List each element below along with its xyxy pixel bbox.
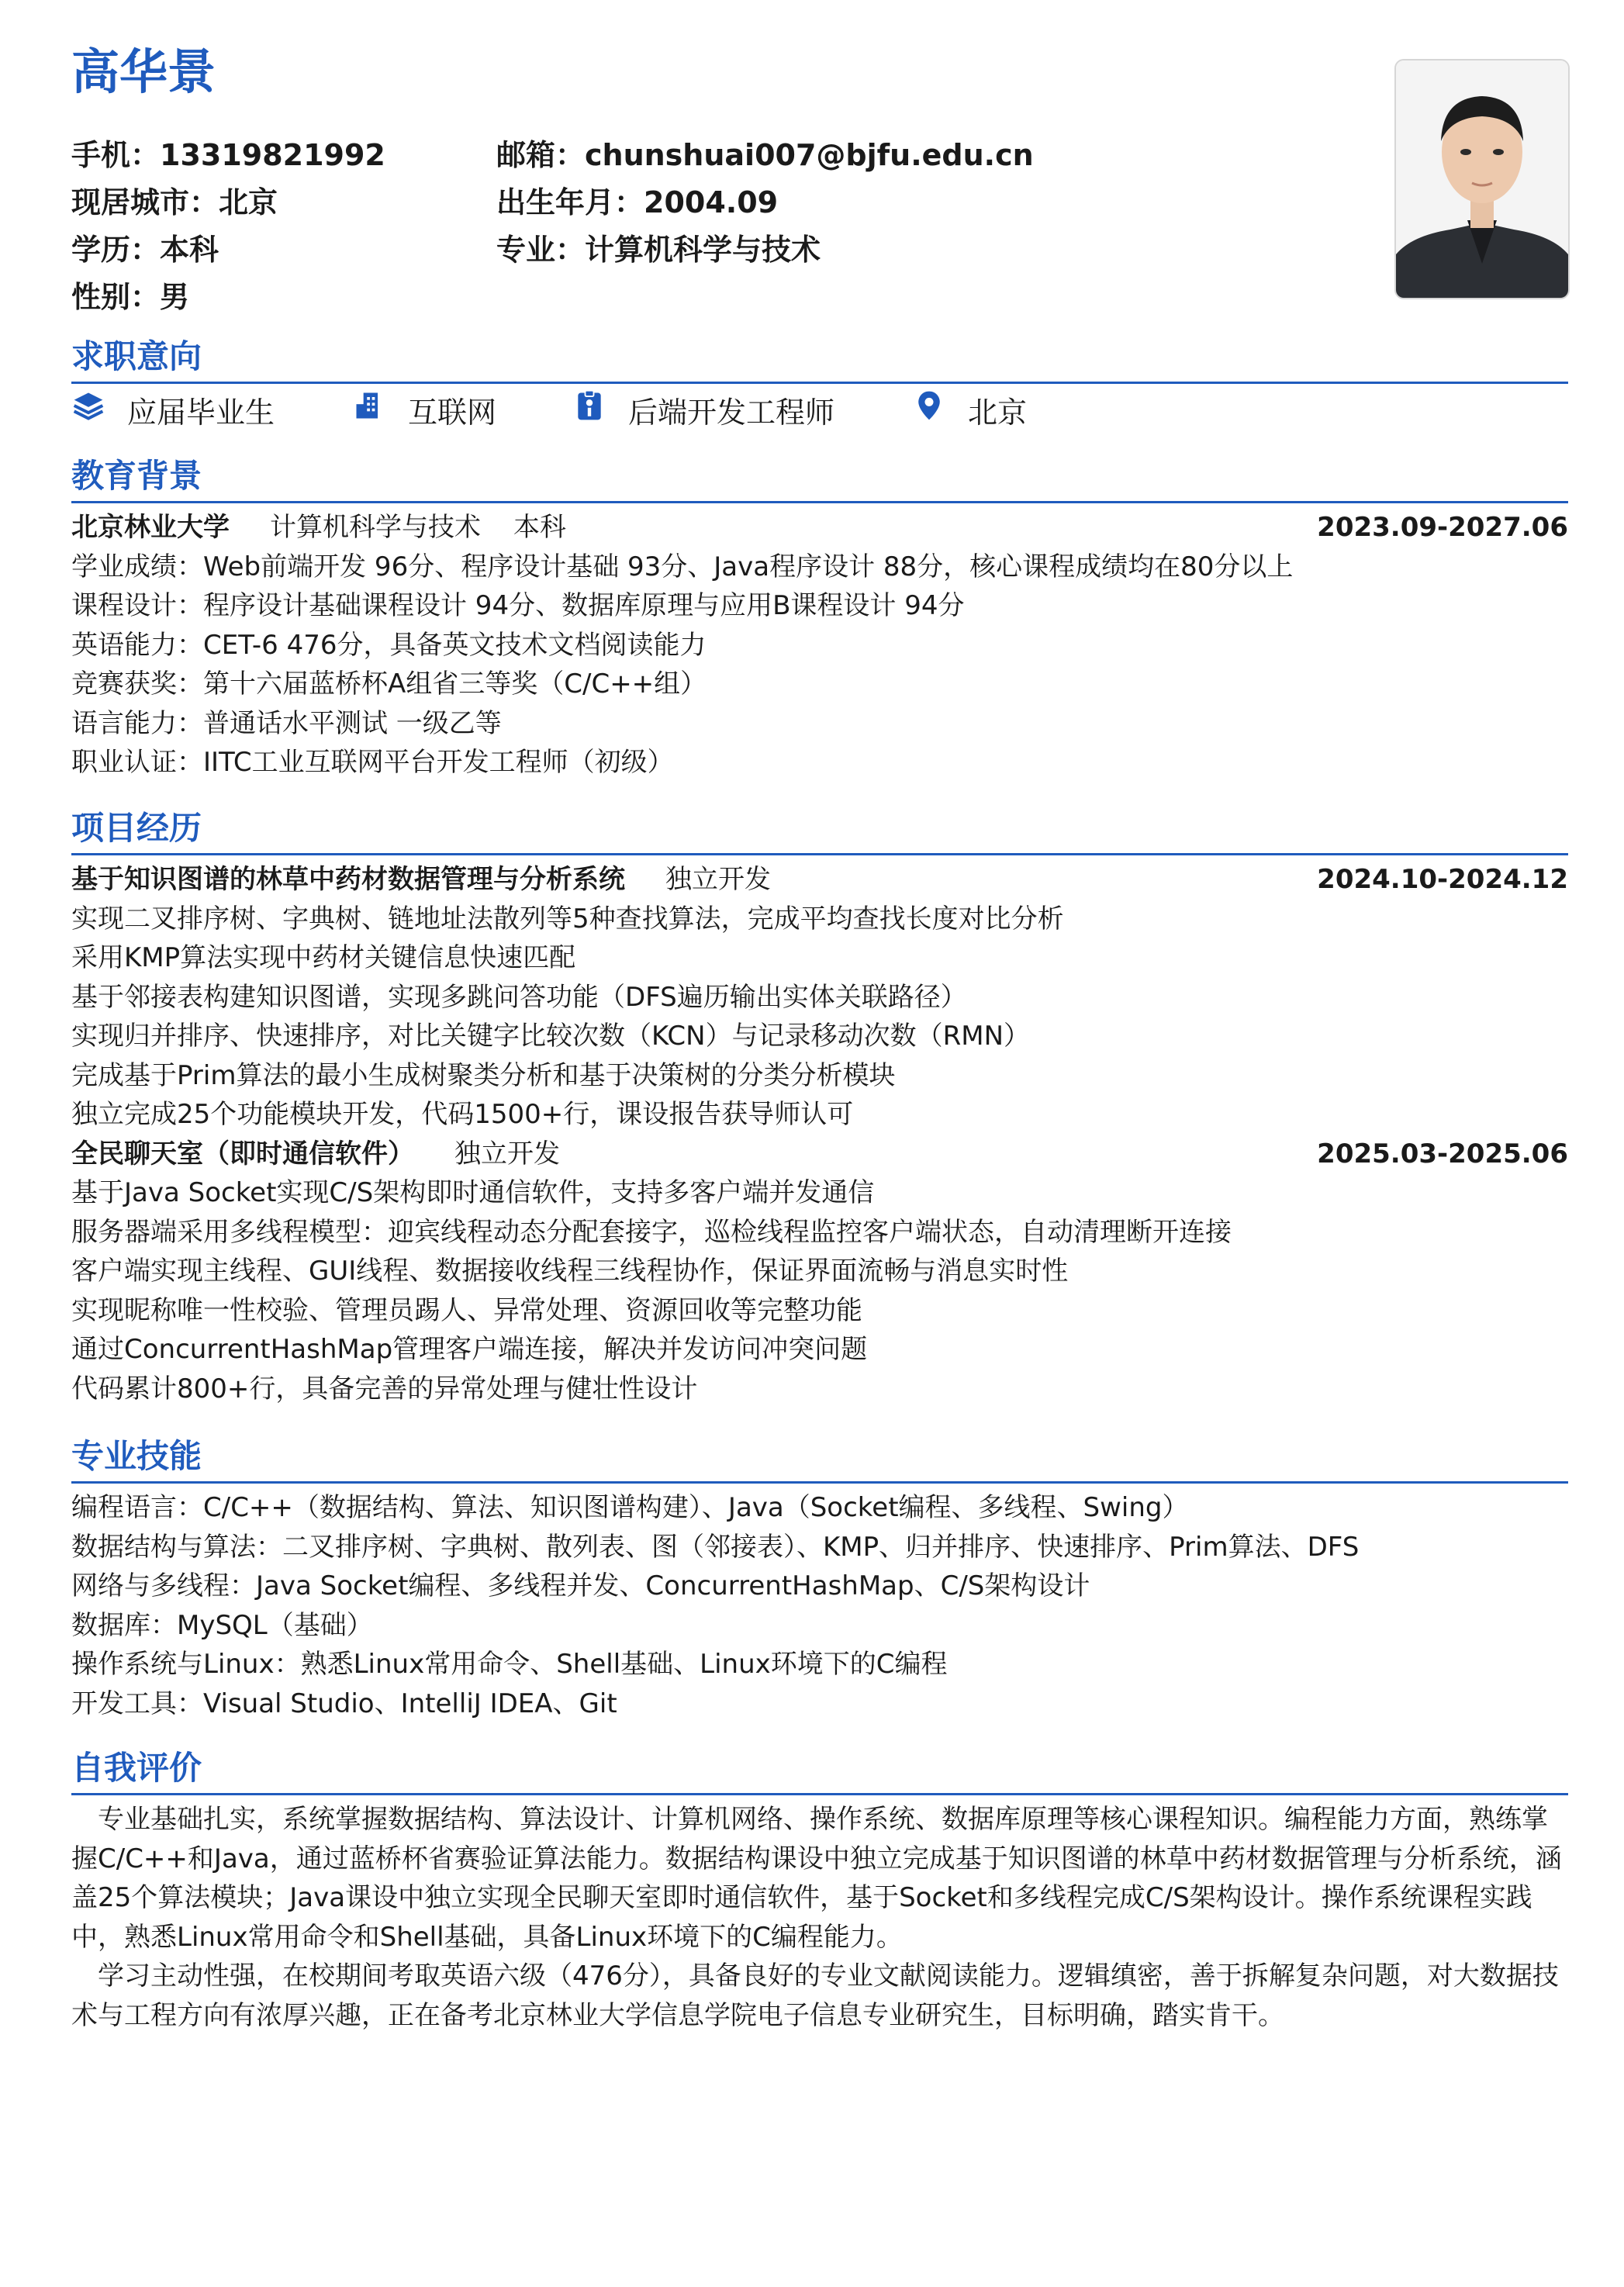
project-line: 客户端实现主线程、GUI线程、数据接收线程三线程协作，保证界面流畅与消息实时性 [71, 1256, 1069, 1287]
skill-line: 网络与多线程：Java Socket编程、多线程并发、ConcurrentHashMap、C/S架构设计 [71, 1570, 1090, 1601]
gender: 性别：男 [71, 280, 190, 314]
intent-item [71, 384, 275, 441]
section-education [71, 454, 1568, 782]
project-line: 实现昵称唯一性校验、管理员踢人、异常处理、资源回收等完整功能 [71, 1294, 862, 1326]
project-line: 基于邻接表构建知识图谱，实现多跳问答功能（DFS遍历输出实体关联路径） [71, 981, 967, 1013]
section-title-intent: 求职意向 [71, 335, 1568, 384]
education-line: 学业成绩：Web前端开发 96分、程序设计基础 93分、Java程序设计 88分，核心课程成绩均在80分以上 [71, 551, 1294, 582]
phone: 手机：13319821992 [71, 138, 385, 172]
project-line: 通过ConcurrentHashMap管理客户端连接，解决并发访问冲突问题 [71, 1334, 868, 1365]
education-line: 英语能力：CET-6 476分，具备英文技术文档阅读能力 [71, 629, 707, 661]
project-line: 代码累计800+行，具备完善的异常处理与健壮性设计 [71, 1373, 698, 1404]
school-major: 计算机科学与技术 [270, 512, 481, 543]
skill-line: 开发工具：Visual Studio、IntelliJ IDEA、Git [71, 1688, 617, 1719]
section-projects [71, 807, 1568, 1408]
email: 邮箱：chunshuai007@bjfu.edu.cn [496, 138, 1034, 172]
self-eval-paragraph: 专业基础扎实，系统掌握数据结构、算法设计、计算机网络、操作系统、数据库原理等核心课程知识。编程能力方面，熟练掌握C/C++和Java，通过蓝桥杯省赛验证算法能力。数据结构课设中独立完成基于知识图谱的林草中药材数据管理与分析系统，涵盖25个算法模块；Java课设中独立实现全民聊天室即时通信软件，基于Socket和多线程完成C/S架构设计。操作系统课程实践中，熟悉Linux常用命令和Shell基础，具备Linux环境下的C编程能力。 [71, 1804, 1562, 1953]
intent-row [71, 384, 1568, 441]
education-line: 课程设计：程序设计基础课程设计 94分、数据库原理与应用B课程设计 94分 [71, 590, 965, 621]
section-self-evaluation [71, 1746, 1568, 2035]
project-header [71, 860, 1568, 900]
project-header [71, 1135, 1568, 1174]
section-title-projects: 项目经历 [71, 807, 1568, 855]
project-line: 独立完成25个功能模块开发，代码1500+行，课设报告获导师认可 [71, 1099, 854, 1130]
intent-label: 应届毕业生 [127, 396, 275, 430]
project-role: 独立开发 [454, 1138, 560, 1169]
resume-page [71, 40, 1568, 2031]
candidate-name: 高华景 [71, 43, 216, 100]
intent-label: 互联网 [408, 396, 497, 430]
education-line: 竞赛获奖：第十六届蓝桥杯A组省三等奖（C/C++组） [71, 668, 707, 700]
skill-line: 数据库：MySQL（基础） [71, 1609, 373, 1641]
contact-info [71, 132, 1312, 321]
section-title-education: 教育背景 [71, 454, 1568, 503]
building-icon [352, 384, 408, 441]
badge-icon [572, 384, 628, 441]
section-title-self: 自我评价 [71, 1746, 1568, 1795]
project-line: 实现二叉排序树、字典树、链地址法散列等5种查找算法，完成平均查找长度对比分析 [71, 903, 1064, 934]
project-line: 基于Java Socket实现C/S架构即时通信软件，支持多客户端并发通信 [71, 1177, 875, 1208]
self-eval-paragraph: 学习主动性强，在校期间考取英语六级（476分），具备良好的专业文献阅读能力。逻辑缜密，善于拆解复杂问题，对大数据技术与工程方向有浓厚兴趣，正在备考北京林业大学信息学院电子信息专业研究生，目标明确，踏实肯干。 [71, 1961, 1559, 2031]
intent-label: 北京 [968, 396, 1028, 430]
section-intent [71, 335, 1568, 441]
project-line: 实现归并排序、快速排序，对比关键字比较次数（KCN）与记录移动次数（RMN） [71, 1021, 1031, 1052]
project-date: 2025.03-2025.06 [1317, 1138, 1568, 1169]
location-pin-icon [912, 384, 968, 441]
layers-icon [71, 384, 127, 441]
project-line: 完成基于Prim算法的最小生成树聚类分析和基于决策树的分类分析模块 [71, 1059, 896, 1091]
school-degree: 本科 [513, 512, 566, 543]
birth-date: 出生年月：2004.09 [496, 185, 779, 219]
profile-photo [1394, 59, 1570, 299]
section-title-skills: 专业技能 [71, 1435, 1568, 1484]
intent-item [572, 384, 834, 441]
section-skills [71, 1435, 1568, 1723]
education-line: 语言能力：普通话水平测试 一级乙等 [71, 707, 502, 739]
project-line: 服务器端采用多线程模型：迎宾线程动态分配套接字，巡检线程监控客户端状态，自动清理断开连接 [71, 1216, 1232, 1248]
intent-label: 后端开发工程师 [628, 396, 835, 430]
intent-item [912, 384, 1027, 441]
degree: 学历：本科 [71, 233, 219, 267]
school-name: 北京林业大学 [71, 512, 230, 543]
major: 专业：计算机科学与技术 [496, 233, 821, 267]
skill-line: 数据结构与算法：二叉排序树、字典树、散列表、图（邻接表）、KMP、归并排序、快速排序、Prim算法、DFS [71, 1531, 1360, 1563]
project-role: 独立开发 [665, 864, 771, 895]
project-date: 2024.10-2024.12 [1317, 864, 1568, 895]
city: 现居城市：北京 [71, 185, 278, 219]
intent-item [352, 384, 496, 441]
education-line: 职业认证：IITC工业互联网平台开发工程师（初级） [71, 747, 674, 778]
skill-line: 操作系统与Linux：熟悉Linux常用命令、Shell基础、Linux环境下的C编程 [71, 1649, 948, 1680]
skill-line: 编程语言：C/C++（数据结构、算法、知识图谱构建）、Java（Socket编程、多线程、Swing） [71, 1492, 1189, 1523]
project-line: 采用KMP算法实现中药材关键信息快速匹配 [71, 942, 576, 973]
education-header [71, 508, 1568, 548]
education-date: 2023.09-2027.06 [1317, 512, 1568, 543]
project-title: 基于知识图谱的林草中药材数据管理与分析系统 [71, 864, 625, 895]
project-title: 全民聊天室（即时通信软件） [71, 1138, 414, 1169]
